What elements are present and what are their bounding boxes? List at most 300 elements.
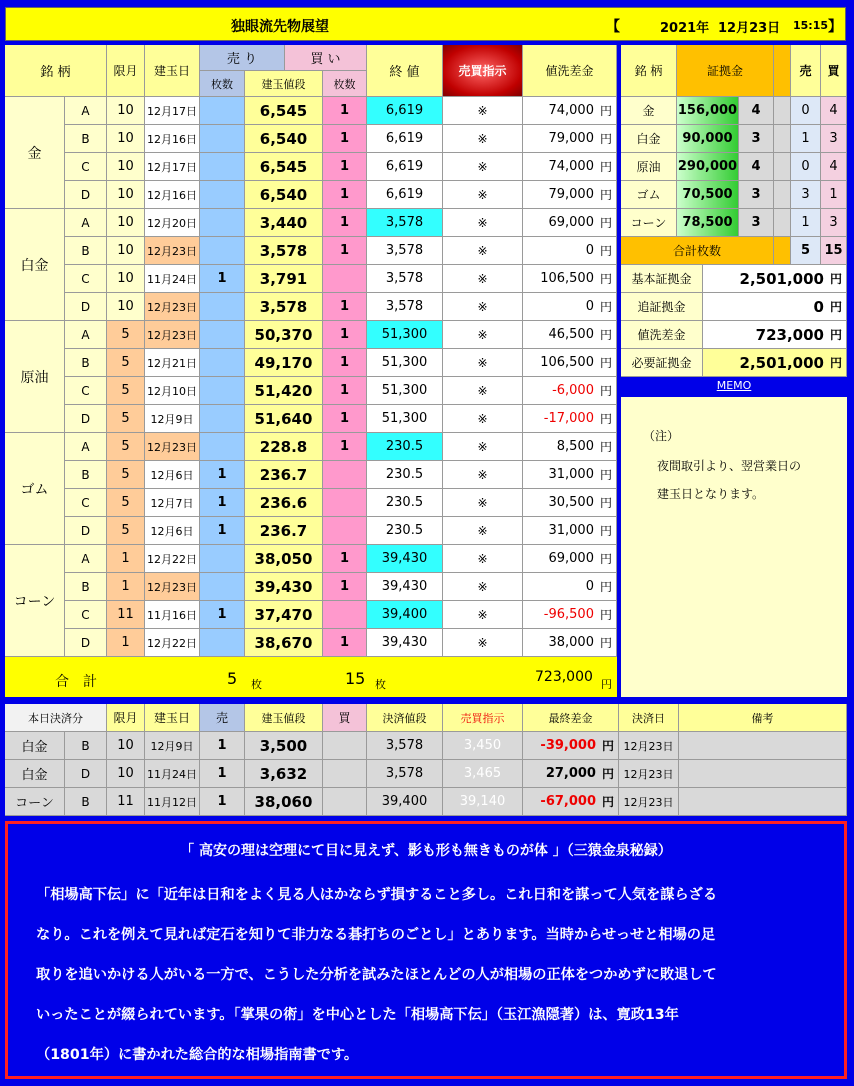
margin-buy	[821, 181, 847, 209]
contract-code	[65, 405, 107, 433]
settle-gengetsu-text: 10	[117, 738, 134, 753]
baibai-shiji[interactable]	[443, 601, 523, 629]
settle-header-label-text: 本日決済分	[28, 711, 83, 725]
buy-count	[323, 125, 367, 153]
settle-code	[65, 760, 107, 788]
tategyoku-nedan	[245, 265, 323, 293]
tategyokubi-text: 12月22日	[147, 552, 197, 566]
contract-code-text: A	[81, 439, 90, 454]
settle-baibai	[443, 732, 523, 760]
tategyoku-nedan	[245, 349, 323, 377]
gengetsu-text: 10	[117, 103, 134, 118]
owarine-text: 6,619	[385, 131, 424, 146]
baibai-shiji[interactable]	[443, 97, 523, 125]
settle-code	[65, 732, 107, 760]
neaarai-sakin-text: 46,500	[548, 327, 594, 342]
gengetsu-text: 5	[121, 439, 130, 454]
buy-count	[323, 573, 367, 601]
settle-header-kessaibi-text: 決済日	[632, 711, 665, 725]
tategyokubi-text: 12月20日	[147, 216, 197, 230]
neaarai-sakin	[523, 209, 617, 237]
settle-name	[5, 760, 65, 788]
margin-amount-text: 78,500	[682, 215, 733, 230]
yen-unit: 円	[599, 496, 612, 510]
tategyoku-nedan	[245, 125, 323, 153]
margin-amount	[677, 181, 739, 209]
margin-spacer	[774, 209, 791, 237]
memo-link[interactable]: MEMO	[716, 379, 752, 392]
settle-saishu-text: -39,000	[540, 738, 596, 753]
tategyoku-nedan-text: 3,440	[259, 213, 308, 232]
owarine	[367, 405, 443, 433]
yen-unit: 円	[601, 795, 614, 809]
tategyoku-nedan	[245, 461, 323, 489]
margin-name-text: 白金	[636, 132, 661, 146]
margin-count-text: 4	[751, 103, 761, 118]
settle-baibai	[443, 788, 523, 816]
neaarai-sakin	[523, 461, 617, 489]
summary-label	[621, 293, 703, 321]
buy-count	[323, 601, 367, 629]
settle-tategyokubi-text: 12月9日	[150, 739, 194, 753]
settle-saishu	[523, 732, 619, 760]
margin-count	[739, 153, 774, 181]
gengetsu-text: 1	[121, 579, 130, 594]
buy-count-text: 1	[339, 579, 350, 594]
contract-code	[65, 489, 107, 517]
baibai-shiji[interactable]	[443, 153, 523, 181]
contract-code-text: C	[81, 495, 90, 510]
neaarai-sakin-text: 74,000	[548, 159, 594, 174]
sell-count	[200, 405, 245, 433]
owarine-text: 230.5	[385, 523, 424, 538]
neaarai-sakin-text: 0	[585, 243, 594, 258]
margin-buy-text: 3	[829, 215, 838, 230]
yen-unit: 円	[829, 300, 842, 314]
buy-count	[323, 405, 367, 433]
baibai-shiji[interactable]	[443, 265, 523, 293]
baibai-shiji[interactable]	[443, 377, 523, 405]
settle-tategyokubi	[145, 760, 200, 788]
contract-code	[65, 237, 107, 265]
settle-kessai	[367, 788, 443, 816]
owarine-text: 230.5	[385, 439, 424, 454]
margin-sell	[791, 209, 821, 237]
baibai-shiji-text: ※	[477, 439, 488, 454]
yen-unit: 円	[829, 356, 842, 370]
margin-amount-text: 156,000	[677, 103, 738, 118]
total-yen: 円	[601, 678, 612, 691]
owarine	[367, 97, 443, 125]
tategyokubi	[145, 545, 200, 573]
summary-value	[703, 349, 847, 377]
tategyokubi-text: 12月23日	[147, 328, 197, 342]
buy-count	[323, 433, 367, 461]
tategyokubi	[145, 489, 200, 517]
gengetsu	[107, 265, 145, 293]
owarine-text: 6,619	[385, 103, 424, 118]
baibai-shiji[interactable]	[443, 237, 523, 265]
neaarai-sakin-text: 8,500	[556, 439, 594, 454]
header-meigara-text: 銘 柄	[40, 65, 71, 80]
gengetsu	[107, 377, 145, 405]
neaarai-sakin	[523, 265, 617, 293]
group-name	[5, 545, 65, 657]
settle-header-kai-text: 買	[338, 711, 351, 725]
group-name	[5, 97, 65, 209]
contract-code-text: C	[81, 383, 90, 398]
header-kai	[285, 45, 367, 71]
owarine	[367, 293, 443, 321]
yen-unit: 円	[599, 272, 612, 286]
baibai-shiji[interactable]	[443, 125, 523, 153]
settle-kessaibi-text: 12月23日	[623, 739, 674, 753]
tategyokubi	[145, 265, 200, 293]
group-name-text: 白金	[20, 257, 49, 274]
baibai-shiji-text: ※	[477, 579, 488, 594]
quote-line-3: 取りを追いかける人がいる一方で、こうした分析を試みたほとんどの人が相場の正体をつかめずに敗退して	[36, 967, 717, 983]
sell-count	[200, 321, 245, 349]
owarine-text: 39,430	[381, 551, 428, 566]
settle-header-baibai[interactable]	[443, 704, 523, 732]
settle-header-biko	[679, 704, 847, 732]
contract-code-text: A	[81, 551, 90, 566]
tategyokubi	[145, 461, 200, 489]
baibai-shiji[interactable]	[443, 461, 523, 489]
margin-grid	[621, 45, 847, 697]
settle-saishu	[523, 760, 619, 788]
tategyokubi	[145, 97, 200, 125]
margin-amount	[677, 97, 739, 125]
settle-saishu-text: -67,000	[540, 794, 596, 809]
tategyoku-nedan-text: 38,050	[254, 549, 313, 568]
margin-header-uri-text: 売	[799, 64, 812, 78]
baibai-shiji[interactable]	[443, 629, 523, 657]
margin-header-shokokin-text: 証拠金	[706, 64, 743, 78]
margin-header-uri	[791, 45, 821, 97]
settle-baibai-text: 39,140	[459, 794, 506, 809]
group-name-text: 原油	[20, 369, 49, 386]
owarine-text: 51,300	[381, 327, 428, 342]
gengetsu-text: 10	[117, 271, 134, 286]
contract-code	[65, 349, 107, 377]
sell-count	[200, 517, 245, 545]
date-time: 15:15	[793, 19, 829, 32]
owarine-text: 6,619	[385, 159, 424, 174]
buy-count	[323, 545, 367, 573]
gengetsu	[107, 321, 145, 349]
summary-label-text: 追証拠金	[637, 300, 686, 314]
contract-code-text: D	[80, 187, 91, 202]
settle-tategyokubi-text: 11月12日	[147, 795, 197, 809]
baibai-shiji-text: ※	[477, 355, 488, 370]
baibai-shiji-text: ※	[477, 467, 488, 482]
header-owarine-text: 終 値	[389, 65, 420, 80]
margin-total-label-text: 合計枚数	[672, 244, 721, 258]
gengetsu-text: 10	[117, 159, 134, 174]
neaarai-sakin	[523, 433, 617, 461]
tategyoku-nedan-text: 3,578	[259, 297, 308, 316]
margin-name	[621, 153, 677, 181]
header-neaarai-text: 値洗差金	[545, 64, 594, 78]
summary-label	[621, 321, 703, 349]
summary-label	[621, 349, 703, 377]
contract-code-text: D	[80, 299, 91, 314]
gengetsu	[107, 349, 145, 377]
settle-buy	[323, 760, 367, 788]
buy-count	[323, 181, 367, 209]
sell-count	[200, 601, 245, 629]
tategyokubi	[145, 321, 200, 349]
neaarai-sakin-text: 74,000	[548, 103, 594, 118]
baibai-shiji[interactable]	[443, 321, 523, 349]
tategyoku-nedan-text: 6,545	[259, 157, 308, 176]
settle-tategyokubi-text: 11月24日	[147, 767, 197, 781]
tategyokubi-text: 12月16日	[147, 188, 197, 202]
neaarai-sakin	[523, 153, 617, 181]
contract-code	[65, 377, 107, 405]
memo-line: 建玉日となります。	[657, 487, 765, 501]
neaarai-sakin	[523, 629, 617, 657]
neaarai-sakin	[523, 97, 617, 125]
owarine	[367, 629, 443, 657]
settle-header-nedan-text: 建玉値段	[261, 711, 306, 725]
settle-baibai	[443, 760, 523, 788]
margin-count-text: 3	[751, 131, 761, 146]
margin-header-kai-text: 買	[827, 64, 840, 78]
settle-kessaibi	[619, 788, 679, 816]
sell-count	[200, 125, 245, 153]
margin-sell	[791, 181, 821, 209]
contract-code	[65, 461, 107, 489]
tategyoku-nedan-text: 236.6	[259, 493, 308, 512]
header-gengetsu-text: 限月	[113, 64, 138, 78]
total-diff: 723,000	[535, 669, 593, 685]
buy-count-text: 1	[339, 187, 350, 202]
settle-gengetsu	[107, 732, 145, 760]
gengetsu-text: 10	[117, 131, 134, 146]
summary-label-text: 基本証拠金	[631, 272, 692, 286]
settle-nedan	[245, 760, 323, 788]
baibai-shiji[interactable]	[443, 405, 523, 433]
sell-count	[200, 545, 245, 573]
neaarai-sakin-text: -6,000	[552, 383, 594, 398]
buy-count	[323, 265, 367, 293]
header-neaarai	[523, 45, 617, 97]
margin-sell	[791, 153, 821, 181]
date-close-bracket: 】	[828, 19, 842, 35]
gengetsu-text: 10	[117, 243, 134, 258]
tategyoku-nedan-text: 49,170	[254, 353, 313, 372]
margin-name	[621, 125, 677, 153]
settle-nedan-text: 3,632	[259, 764, 308, 783]
yen-unit: 円	[599, 608, 612, 622]
buy-count	[323, 461, 367, 489]
baibai-shiji[interactable]	[443, 181, 523, 209]
margin-amount-text: 70,500	[682, 187, 733, 202]
baibai-shiji[interactable]	[443, 489, 523, 517]
total-row	[5, 657, 617, 697]
tategyoku-nedan	[245, 377, 323, 405]
neaarai-sakin-text: 0	[585, 299, 594, 314]
margin-total-buy-text: 15	[824, 243, 843, 258]
sell-count	[200, 237, 245, 265]
settle-header-gengetsu-text: 限月	[113, 711, 138, 725]
yen-unit: 円	[599, 580, 612, 594]
settle-sell-text: 1	[217, 766, 227, 781]
settlement-grid	[5, 704, 847, 816]
margin-sell	[791, 97, 821, 125]
settle-nedan	[245, 732, 323, 760]
margin-count-text: 3	[751, 215, 761, 230]
settle-header-nedan	[245, 704, 323, 732]
owarine	[367, 377, 443, 405]
settle-tategyokubi	[145, 788, 200, 816]
contract-code	[65, 629, 107, 657]
tategyokubi	[145, 349, 200, 377]
header-sell-maisu	[200, 71, 245, 97]
margin-name-text: ゴム	[636, 188, 661, 202]
contract-code	[65, 545, 107, 573]
header-baibai[interactable]	[443, 45, 523, 97]
buy-count	[323, 377, 367, 405]
baibai-shiji[interactable]	[443, 293, 523, 321]
gengetsu	[107, 153, 145, 181]
gengetsu	[107, 405, 145, 433]
settle-name-text: コーン	[15, 796, 54, 811]
summary-value-text: 723,000	[755, 325, 824, 344]
neaarai-sakin-text: 30,500	[548, 495, 594, 510]
total-sell: 5	[227, 669, 238, 688]
settle-kessaibi-text: 12月23日	[623, 795, 674, 809]
owarine-text: 39,430	[381, 579, 428, 594]
contract-code-text: C	[81, 271, 90, 286]
settle-code-text: D	[80, 766, 91, 781]
margin-name	[621, 97, 677, 125]
tategyoku-nedan	[245, 181, 323, 209]
tategyoku-nedan-text: 6,545	[259, 101, 308, 120]
contract-code	[65, 153, 107, 181]
sell-count	[200, 573, 245, 601]
margin-sell-text: 1	[801, 215, 810, 230]
tategyokubi-text: 12月6日	[150, 468, 194, 482]
margin-name	[621, 181, 677, 209]
baibai-shiji[interactable]	[443, 545, 523, 573]
owarine-text: 230.5	[385, 495, 424, 510]
settle-code-text: B	[81, 794, 90, 809]
group-name-text: 金	[27, 145, 42, 162]
quote-line-2: なり。これを例えて見れば定石を知りて非力なる碁打ちのごとし」とあります。当時からせっせと相場の足	[36, 927, 716, 943]
settle-kessai	[367, 760, 443, 788]
contract-code	[65, 601, 107, 629]
settle-sell-text: 1	[217, 738, 227, 753]
baibai-shiji[interactable]	[443, 433, 523, 461]
yen-unit: 円	[599, 160, 612, 174]
margin-buy	[821, 209, 847, 237]
yen-unit: 円	[599, 328, 612, 342]
margin-sell-text: 1	[801, 131, 810, 146]
settle-name	[5, 788, 65, 816]
baibai-shiji[interactable]	[443, 517, 523, 545]
margin-sell-text: 3	[801, 187, 810, 202]
buy-count-text: 1	[339, 243, 350, 258]
gengetsu	[107, 489, 145, 517]
settle-gengetsu-text: 11	[117, 794, 134, 809]
settle-biko	[679, 760, 847, 788]
settle-header-gengetsu	[107, 704, 145, 732]
gengetsu-text: 10	[117, 215, 134, 230]
settle-header-kessai-text: 決済値段	[382, 711, 427, 725]
margin-count	[739, 181, 774, 209]
neaarai-sakin-text: 69,000	[548, 215, 594, 230]
gengetsu-text: 5	[121, 495, 130, 510]
baibai-shiji[interactable]	[443, 573, 523, 601]
tategyoku-nedan-text: 51,420	[254, 381, 313, 400]
quote-box	[5, 821, 847, 1079]
settle-name	[5, 732, 65, 760]
yen-unit: 円	[599, 104, 612, 118]
neaarai-sakin	[523, 405, 617, 433]
owarine	[367, 349, 443, 377]
settle-header-uri	[200, 704, 245, 732]
margin-buy	[821, 125, 847, 153]
contract-code	[65, 433, 107, 461]
owarine	[367, 209, 443, 237]
neaarai-sakin-text: 38,000	[548, 635, 594, 650]
tategyoku-nedan	[245, 405, 323, 433]
baibai-shiji[interactable]	[443, 349, 523, 377]
sell-count	[200, 349, 245, 377]
neaarai-sakin	[523, 349, 617, 377]
tategyoku-nedan-text: 37,470	[254, 605, 313, 624]
tategyoku-nedan-text: 228.8	[259, 437, 308, 456]
header-gengetsu	[107, 45, 145, 97]
tategyokubi-text: 12月9日	[150, 412, 194, 426]
margin-sell-text: 0	[801, 159, 810, 174]
buy-count	[323, 153, 367, 181]
margin-amount	[677, 153, 739, 181]
tategyokubi	[145, 629, 200, 657]
tategyokubi	[145, 209, 200, 237]
sell-count-text: 1	[217, 523, 227, 538]
buy-count-text: 1	[339, 327, 350, 342]
baibai-shiji[interactable]	[443, 209, 523, 237]
gengetsu-text: 1	[121, 635, 130, 650]
tategyokubi	[145, 125, 200, 153]
tategyoku-nedan-text: 38,670	[254, 633, 313, 652]
margin-sell	[791, 125, 821, 153]
header-sell-maisu-text: 枚数	[211, 77, 233, 91]
title-bar	[5, 7, 846, 41]
gengetsu	[107, 97, 145, 125]
margin-header-spacer	[774, 45, 791, 97]
settle-header-baibai-text: 売買指示	[460, 711, 505, 725]
contract-code-text: A	[81, 327, 90, 342]
neaarai-sakin-text: 0	[585, 579, 594, 594]
baibai-shiji-text: ※	[477, 271, 488, 286]
settle-header-saishu	[523, 704, 619, 732]
settle-baibai-text: 3,450	[463, 738, 502, 753]
quote-title: 「 高安の理は空理にて目に見えず、影も形も無きものが体 」（三猿金泉秘録）	[180, 843, 672, 859]
group-name	[5, 321, 65, 433]
sell-count-text: 1	[217, 607, 227, 622]
tategyoku-nedan-text: 3,791	[259, 269, 308, 288]
contract-code	[65, 573, 107, 601]
gengetsu-text: 10	[117, 299, 134, 314]
baibai-shiji-text: ※	[477, 187, 488, 202]
header-tategyoku-nedan	[245, 71, 323, 97]
yen-unit: 円	[599, 468, 612, 482]
